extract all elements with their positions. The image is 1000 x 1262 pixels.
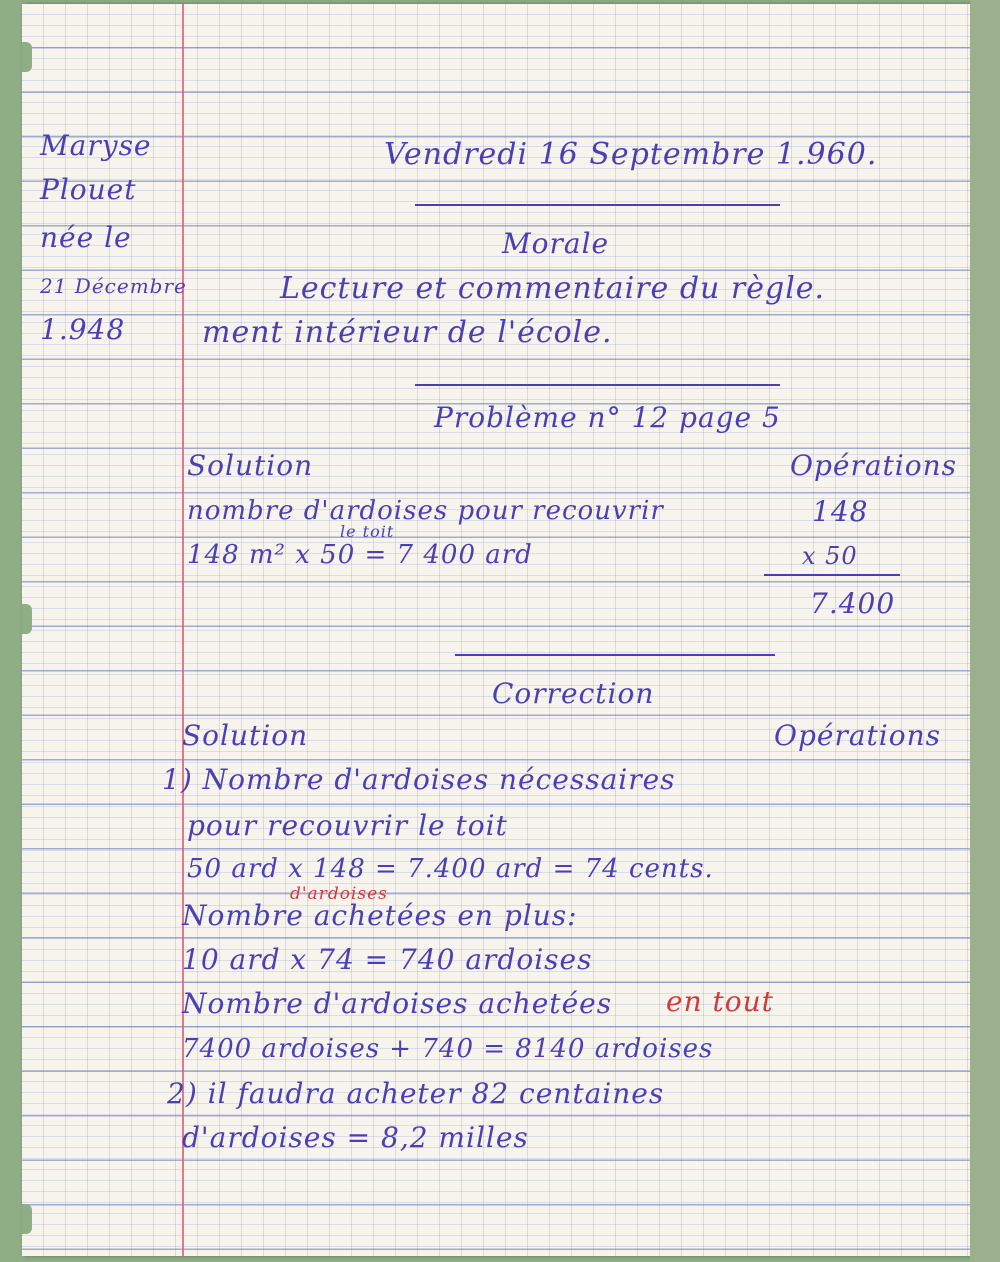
margin-name-last: Plouet bbox=[40, 173, 137, 206]
morale-line-1: Lecture et commentaire du règle. bbox=[280, 271, 826, 306]
morale-heading: Morale bbox=[502, 227, 610, 260]
margin-line bbox=[182, 4, 184, 1256]
probleme-insert: le toit bbox=[340, 522, 395, 541]
punch-hole bbox=[22, 42, 32, 72]
operation-rule bbox=[764, 574, 900, 576]
correction-line-3: 50 ard x 148 = 7.400 ard = 74 cents. bbox=[187, 854, 714, 884]
probleme-op-2: x 50 bbox=[802, 542, 858, 570]
probleme-operations-label: Opérations bbox=[790, 449, 957, 482]
binding-strip bbox=[970, 0, 1000, 1262]
correction-line-6: Nombre d'ardoises achetées bbox=[182, 987, 613, 1020]
notebook-paper bbox=[22, 4, 978, 1256]
morale-line-2: ment intérieur de l'école. bbox=[202, 315, 613, 350]
probleme-line-1: nombre d'ardoises pour recouvrir bbox=[187, 496, 664, 526]
punch-hole bbox=[22, 604, 32, 634]
correction-line-9: d'ardoises = 8,2 milles bbox=[182, 1121, 529, 1154]
correction-line-6-red: en tout bbox=[666, 985, 774, 1018]
separator-rule bbox=[455, 654, 775, 656]
margin-birthdate: 21 Décembre bbox=[40, 274, 187, 298]
correction-line-1: 1) Nombre d'ardoises nécessaires bbox=[162, 763, 676, 796]
correction-solution-label: Solution bbox=[182, 719, 309, 752]
correction-insert: d'ardoises bbox=[290, 884, 388, 904]
separator-rule bbox=[415, 384, 780, 386]
probleme-op-1: 148 bbox=[812, 495, 869, 528]
margin-name-first: Maryse bbox=[40, 129, 152, 162]
correction-line-7: 7400 ardoises + 740 = 8140 ardoises bbox=[182, 1034, 714, 1064]
date-line: Vendredi 16 Septembre 1.960. bbox=[384, 137, 878, 172]
correction-line-5: 10 ard x 74 = 740 ardoises bbox=[182, 943, 593, 976]
probleme-heading: Problème n° 12 page 5 bbox=[434, 401, 781, 434]
margin-birthyear: 1.948 bbox=[40, 313, 126, 346]
correction-line-8: 2) il faudra acheter 82 centaines bbox=[167, 1077, 665, 1110]
probleme-solution-label: Solution bbox=[187, 449, 314, 482]
correction-heading: Correction bbox=[492, 677, 655, 710]
correction-operations-label: Opérations bbox=[774, 719, 941, 752]
separator-rule bbox=[415, 204, 780, 206]
correction-line-2: pour recouvrir le toit bbox=[187, 809, 508, 842]
punch-hole bbox=[22, 1204, 32, 1234]
probleme-line-2: 148 m² x 50 = 7 400 ard bbox=[187, 540, 533, 570]
correction-line-4: Nombre achetées en plus: bbox=[182, 899, 578, 932]
margin-born: née le bbox=[40, 221, 132, 254]
probleme-op-3: 7.400 bbox=[810, 587, 896, 620]
